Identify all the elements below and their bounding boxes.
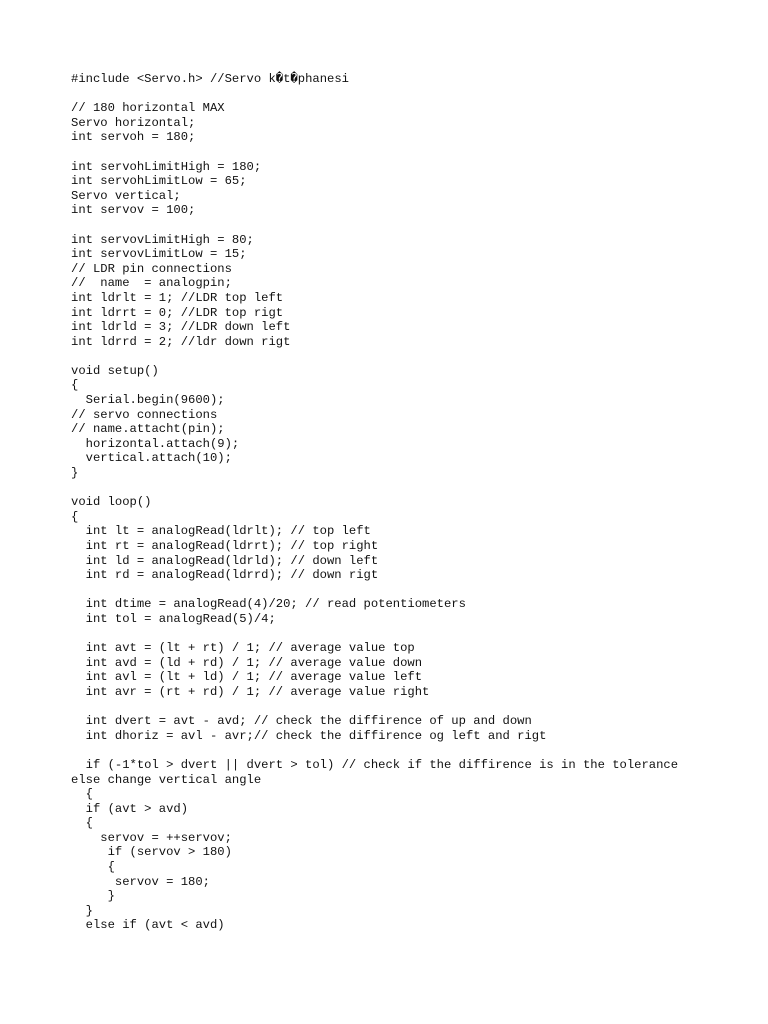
code-line: Servo vertical; <box>71 188 181 203</box>
code-line: int dhoriz = avl - avr;// check the diffirence og left and rigt <box>71 728 547 743</box>
code-line: // name.attacht(pin); <box>71 422 225 437</box>
code-line: else if (avt < avd) <box>71 918 225 933</box>
code-line: servov = ++servov; <box>71 830 232 845</box>
code-line: void loop() <box>71 495 152 510</box>
code-line: int servohLimitLow = 65; <box>71 174 247 189</box>
blank-line <box>71 700 761 715</box>
code-line: // servo connections <box>71 407 218 422</box>
code-line: int servovLimitLow = 15; <box>71 247 247 262</box>
code-line: { <box>71 860 115 875</box>
code-line: int servovLimitHigh = 80; <box>71 232 254 247</box>
blank-line <box>71 349 761 364</box>
code-line: if (-1*tol > dvert || dvert > tol) // check if the diffirence is in the tolerance <box>71 757 679 772</box>
code-line: int ld = analogRead(ldrld); // down left <box>71 553 379 568</box>
blank-line <box>71 481 761 496</box>
code-line: int lt = analogRead(ldrlt); // top left <box>71 524 371 539</box>
code-line: } <box>71 889 115 904</box>
blank-line <box>71 218 761 233</box>
code-line: Serial.begin(9600); <box>71 393 225 408</box>
code-line: servov = 180; <box>71 874 210 889</box>
code-line: } <box>71 903 93 918</box>
code-line: int dtime = analogRead(4)/20; // read potentiometers <box>71 597 466 612</box>
code-line: { <box>71 509 79 524</box>
code-line: void setup() <box>71 363 159 378</box>
blank-line <box>71 627 761 642</box>
code-line: // 180 horizontal MAX <box>71 101 225 116</box>
code-line: if (avt > avd) <box>71 801 189 816</box>
code-line: int ldrlt = 1; //LDR top left <box>71 290 284 305</box>
code-line: } <box>71 466 79 481</box>
blank-line <box>71 87 761 102</box>
blank-line <box>71 743 761 758</box>
code-line: { <box>71 816 93 831</box>
code-line: #include <Servo.h> //Servo k�t�phanesi <box>71 72 349 86</box>
code-line: { <box>71 378 79 393</box>
code-line: int servoh = 180; <box>71 130 196 145</box>
code-line: int ldrld = 3; //LDR down left <box>71 320 291 335</box>
code-line: else change vertical angle <box>71 772 262 787</box>
code-line: int rd = analogRead(ldrrd); // down rigt <box>71 568 379 583</box>
code-line: Servo horizontal; <box>71 115 196 130</box>
code-line: int avr = (rt + rd) / 1; // average value right <box>71 684 430 699</box>
code-line: horizontal.attach(9); <box>71 436 240 451</box>
code-line: int avt = (lt + rt) / 1; // average value top <box>71 641 415 656</box>
code-line: int tol = analogRead(5)/4; <box>71 611 276 626</box>
code-line: vertical.attach(10); <box>71 451 232 466</box>
code-line: int rt = analogRead(ldrrt); // top right <box>71 539 379 553</box>
code-listing <box>71 72 761 933</box>
code-line: // LDR pin connections <box>71 261 232 276</box>
code-line: int servov = 100; <box>71 203 196 218</box>
code-line: int avl = (lt + ld) / 1; // average value left <box>71 670 423 685</box>
code-line: int avd = (ld + rd) / 1; // average value down <box>71 655 423 670</box>
blank-line <box>71 145 761 160</box>
code-line: { <box>71 787 93 802</box>
code-line: int ldrrt = 0; //LDR top rigt <box>71 305 284 320</box>
blank-line <box>71 583 761 598</box>
code-line: if (servov > 180) <box>71 845 232 860</box>
code-line: int servohLimitHigh = 180; <box>71 159 262 174</box>
code-line: // name = analogpin; <box>71 276 232 291</box>
code-line: int ldrrd = 2; //ldr down rigt <box>71 334 291 349</box>
code-line: int dvert = avt - avd; // check the diffirence of up and down <box>71 714 532 729</box>
